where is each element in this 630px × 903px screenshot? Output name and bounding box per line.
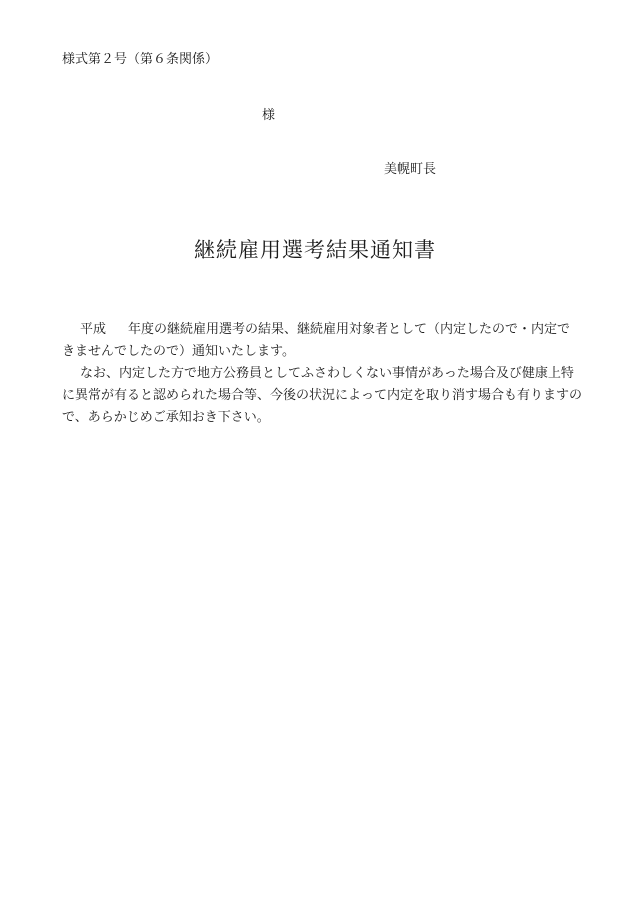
recipient-honorific: 様 (262, 108, 276, 123)
era-name: 平成 (80, 322, 107, 337)
form-number: 様式第２号（第６条関係） (62, 52, 219, 67)
document-body (62, 319, 582, 429)
body-paragraph-2 (62, 363, 582, 429)
document-title: 継続雇用選考結果通知書 (194, 238, 436, 262)
paragraph-2-text: なお、内定した方で地方公務員としてふさわしくない事情があった場合及び健康上特に異常が有ると認められた場合等、今後の状況によって内定を取り消す場合も有りますので、あらかじめご承知おき下さい。 (62, 366, 583, 425)
paragraph-1-text: 年度の継続雇用選考の結果、継続雇用対象者として（内定したので・内定できませんでしたので）通知いたします。 (62, 322, 571, 359)
body-paragraph-1 (62, 319, 582, 363)
sender-name: 美幌町長 (384, 162, 437, 177)
